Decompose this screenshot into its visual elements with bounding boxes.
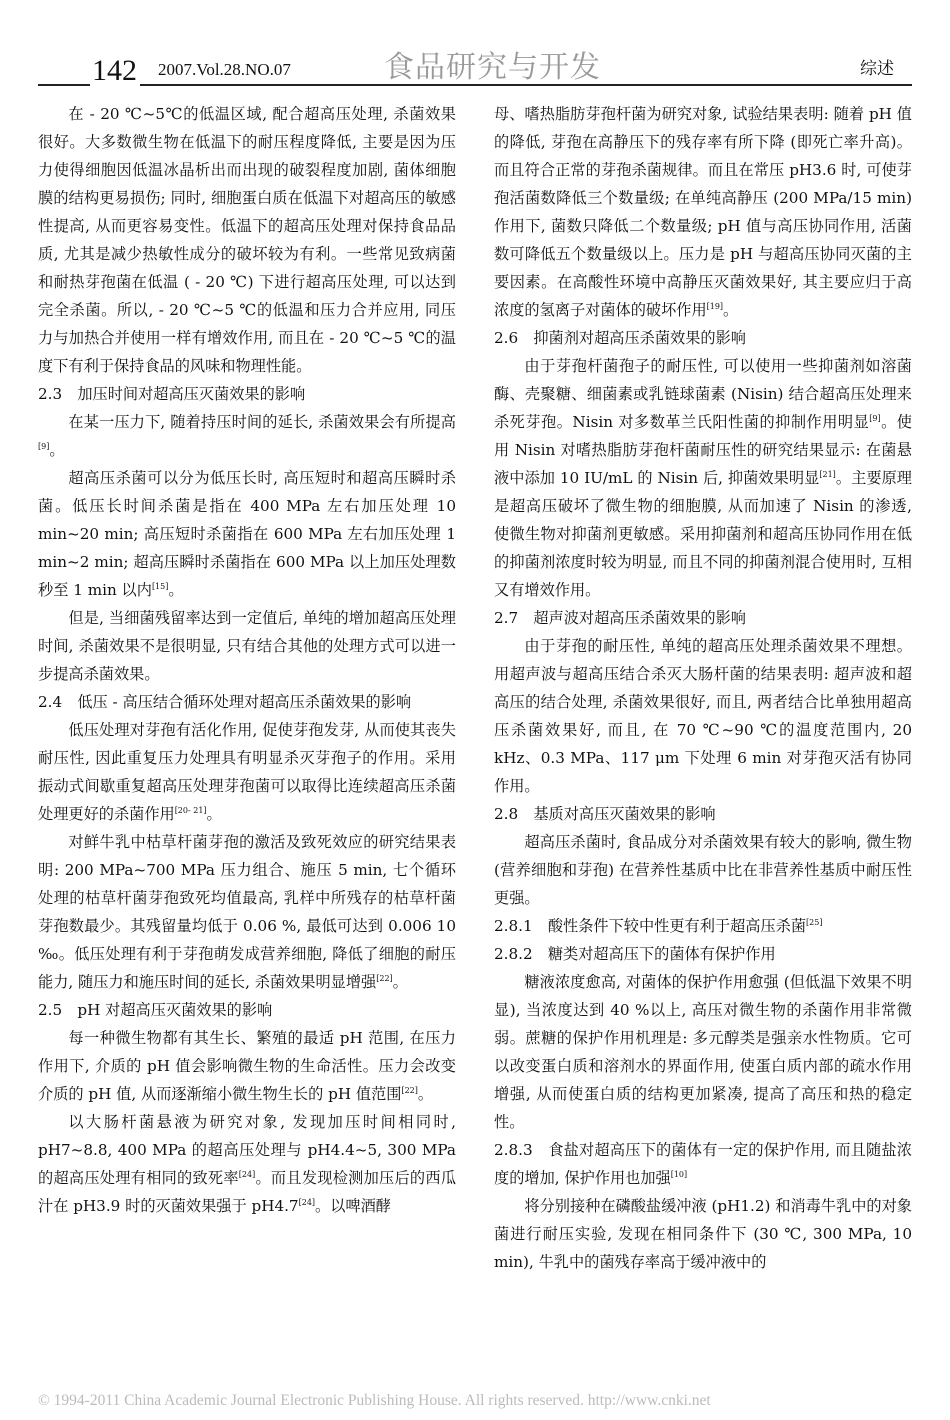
copyright-notice: © 1994-2011 China Academic Journal Electronic Publishing House. All rights reserved. http://www.cnki.net [38,1392,711,1409]
paragraph: 母、嗜热脂肪芽孢杆菌为研究对象, 试验结果表明: 随着 pH 值的降低, 芽孢在高静压下的残存率有所下降 (即死亡率升高)。而且符合正常的芽孢杀菌规律。而且在常压 pH3.6 时, 可使芽孢活菌数降低三个数量级; 在单纯高静压 (200 MPa/15 min) 作用下, 菌数只降低二个数量级; pH 值与高压协同作用, 活菌数可降低五个数量级以上。压力是 pH 与超高压协同灭菌的主要因素。在高酸性环境中高静压灭菌效果好, 其主要应归于高浓度的氢离子对菌体的破坏作用[19]。 [494,105,912,319]
page-number: 142 [92,54,137,87]
citation: [22] [376,973,393,983]
paragraph: 由于芽孢杆菌孢子的耐压性, 可以使用一些抑菌剂如溶菌酶、壳聚糖、细菌素或乳链球菌素 (Nisin) 结合超高压处理来杀死芽孢。Nisin 对多数革兰氏阳性菌的抑制作用明显[9]。使用 Nisin 对嗜热脂肪芽孢杆菌耐压性的研究结果显示: 在菌悬液中添加 10 IU/mL 的 Nisin 后, 抑菌效果明显[21]。主要原理是超高压破坏了微生物的细胞膜, 从而加速了 Nisin 的渗透, 使微生物对抑菌剂更敏感。采用抑菌剂和超高压协同作用在低的抑菌剂浓度时较为明显, 而且不同的抑菌剂混合使用时, 互相又有增效作用。 [494,357,912,599]
citation: [15] [151,581,169,591]
citation: [19] [706,301,724,311]
paragraph: 糖液浓度愈高, 对菌体的保护作用愈强 (但低温下效果不明显), 当浓度达到 40 %以上, 高压对微生物的杀菌作用非常微弱。蔗糖的保护作用机理是: 多元醇类是强亲水性物质。它可以改变蛋白质和溶剂水的界面作用, 使蛋白质内部的疏水作用增强, 从而使蛋白质的结构更加紧凑, 提高了高压和热的稳定性。 [494,973,912,1131]
header-rule [140,84,912,86]
citation: [20- 21] [174,805,207,815]
section-heading-2-8-1: 2.8.1 酸性条件下较中性更有利于超高压杀菌[25] [494,917,823,935]
section-heading-2-8-2: 2.8.2 糖类对超高压下的菌体有保护作用 [494,945,776,963]
section-heading-2-4: 2.4 低压 - 高压结合循环处理对超高压杀菌效果的影响 [38,693,412,711]
citation: [25] [806,917,823,927]
paragraph: 由于芽孢的耐压性, 单纯的超高压处理杀菌效果不理想。用超声波与超高压结合杀灭大肠杆菌的结果表明: 超声波和超高压的结合处理, 杀菌效果很好, 而且, 两者结合比单独用超高压杀菌效果好, 而且, 在 70 ℃~90 ℃的温度范围内, 20 kHz、0.3 MPa、117 μm 下处理 6 min 对芽孢灭活有协同作用。 [494,637,912,795]
citation: [24] [298,1197,316,1207]
paragraph: 以大肠杆菌悬液为研究对象, 发现加压时间相同时, pH7~8.8, 400 MPa 的超高压处理与 pH4.4~5, 300 MPa 的超高压处理有相同的致死率[24]。而且发现检测加压后的西瓜汁在 pH3.9 时的灭菌效果强于 pH4.7[24]。以啤酒酵 [38,1113,457,1215]
citation: [9] [869,413,881,423]
section-heading-2-7: 2.7 超声波对超高压杀菌效果的影响 [494,609,746,627]
paragraph: 超高压杀菌可以分为低压长时, 高压短时和超高压瞬时杀菌。低压长时间杀菌是指在 400 MPa 左右加压处理 10 min~20 min; 高压短时杀菌指在 600 MPa 左右加压处理 1 min~2 min; 超高压瞬时杀菌指在 600 MPa 以上加压处理数秒至 1 min 以内[15]。 [38,469,456,599]
paragraph: 在 - 20 ℃~5℃的低温区域, 配合超高压处理, 杀菌效果很好。大多数微生物在低温下的耐压程度降低, 主要是因为压力使得细胞因低温冰晶析出而出现的破裂程度加剧, 菌体细胞膜的结构更易损伤; 同时, 细胞蛋白质在低温下对超高压的敏感性提高, 从而更容易变性。低温下的超高压处理对保持食品品质, 尤其是减少热敏性成分的破坏较为有利。一些常见致病菌和耐热芽孢菌在低温 ( - 20 ℃) 下进行超高压处理, 可以达到完全杀菌。所以, - 20 ℃~5 ℃的低温和压力合并应用, 同压力与加热合并使用一样有增效作用, 而且在 - 20 ℃~5 ℃的温度下有利于保持食品的风味和物理性能。 [38,105,456,375]
issue-info: 2007.Vol.28.NO.07 [158,60,291,79]
section-heading-2-8: 2.8 基质对高压灭菌效果的影响 [494,805,716,823]
citation: [21] [819,469,836,479]
section-heading-2-8-3: 2.8.3 食盐对超高压下的菌体有一定的保护作用, 而且随盐浓度的增加, 保护作用也加强[10] [494,1141,912,1187]
paragraph: 对鲜牛乳中枯草杆菌芽孢的激活及致死效应的研究结果表明: 200 MPa~700 MPa 压力组合、施压 5 min, 七个循环处理的枯草杆菌芽孢致死均值最高, 乳样中所残存的枯草杆菌芽孢数最少。其残留量均低于 0.06 %, 最低可达到 0.006 10 ‰。低压处理有利于芽孢萌发成营养细胞, 降低了细胞的耐压能力, 随压力和施压时间的延长, 杀菌效果明显增强[22]。 [38,833,456,991]
section-label: 综述 [860,59,894,79]
section-heading-2-3: 2.3 加压时间对超高压灭菌效果的影响 [38,385,306,403]
paragraph: 但是, 当细菌残留率达到一定值后, 单纯的增加超高压处理时间, 杀菌效果不是很明显, 只有结合其他的处理方式可以进一步提高杀菌效果。 [38,609,456,683]
paragraph: 低压处理对芽孢有活化作用, 促使芽孢发芽, 从而使其丧失耐压性, 因此重复压力处理具有明显杀灭芽孢子的作用。采用振动式间歇重复超高压处理芽孢菌可以取得比连续超高压杀菌处理更好的杀菌作用[20- 21]。 [38,721,456,823]
paragraph: 将分别接种在磷酸盐缓冲液 (pH1.2) 和消毒牛乳中的对象菌进行耐压实验, 发现在相同条件下 (30 ℃, 300 MPa, 10 min), 牛乳中的菌残存率高于缓冲液中的 [494,1197,912,1271]
page-header [0,0,950,92]
right-column [494,100,912,1276]
citation: [10] [670,1169,688,1179]
journal-title: 食品研究与开发 [384,50,601,85]
citation: [9] [38,441,50,451]
left-column [38,100,456,1220]
page-footer [0,1392,950,1420]
section-heading-2-6: 2.6 抑菌剂对超高压杀菌效果的影响 [494,329,746,347]
paragraph: 超高压杀菌时, 食品成分对杀菌效果有较大的影响, 微生物 (营养细胞和芽孢) 在营养性基质中比在非营养性基质中耐压性更强。 [494,833,912,907]
paragraph: 每一种微生物都有其生长、繁殖的最适 pH 范围, 在压力作用下, 介质的 pH 值会影响微生物的生命活性。压力会改变介质的 pH 值, 从而逐渐缩小微生物生长的 pH 值范围[22]。 [38,1029,456,1103]
citation: [24] [238,1169,256,1179]
section-heading-2-5: 2.5 pH 对超高压灭菌效果的影响 [38,1001,273,1019]
citation: [22] [401,1085,418,1095]
header-rule-short [38,84,90,86]
paragraph: 在某一压力下, 随着持压时间的延长, 杀菌效果会有所提高[9]。 [38,413,456,459]
